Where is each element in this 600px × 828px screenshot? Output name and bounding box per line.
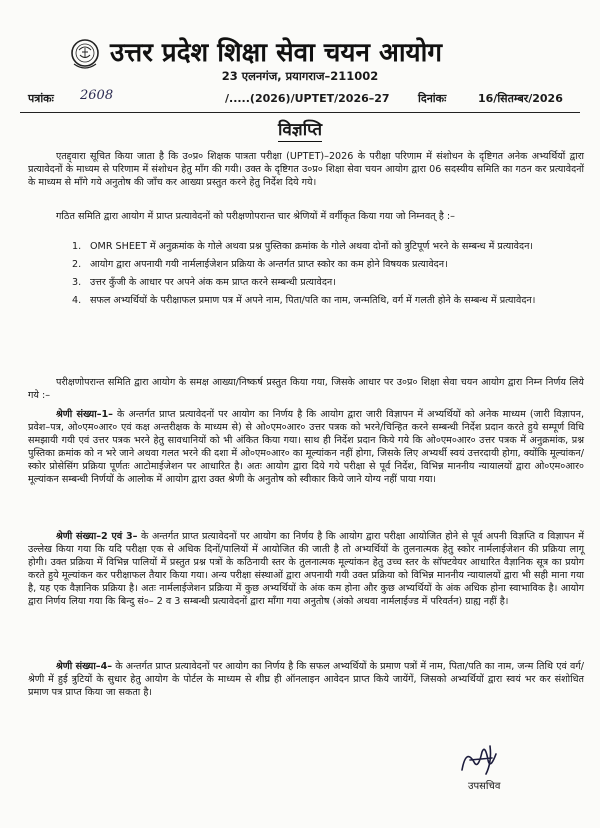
date-value: 16/सितम्बर/2026 bbox=[478, 92, 563, 105]
header-divider bbox=[20, 112, 580, 113]
signatory-designation: उपसचिव bbox=[468, 781, 501, 792]
handwritten-signature-icon bbox=[452, 740, 512, 780]
reference-line bbox=[20, 88, 580, 110]
committee-paragraph: गठित समिति द्वारा आयोग में प्राप्त प्रत्यावेदनों को परीक्षणोपरान्त चार श्रेणियों में वर्गीकृत किया गया जो निम्नवत् है :– bbox=[56, 211, 455, 222]
decision-intro-paragraph: परीक्षणोपरान्त समिति द्वारा आयोग के समक्ष आख्या/निष्कर्ष प्रस्तुत किया गया, जिसके आधार पर उ०प्र० शिक्षा सेवा चयन आयोग द्वारा निम्न निर्णय लिये गये :– bbox=[28, 377, 584, 401]
reference-code: /.....(2026)/UPTET/2026–27 bbox=[225, 92, 390, 105]
list-item: 3. उत्तर कुँजी के आधार पर अपने अंक कम प्राप्त करने सम्बन्धी प्रत्यावेदन। bbox=[72, 277, 336, 288]
date-label: दिनांकः bbox=[418, 92, 447, 105]
list-item: 2. आयोग द्वारा अपनायी गयी नार्मलाईजेशन प्रक्रिया के अन्तर्गत प्राप्त स्कोर का कम होने विषयक प्रत्यावेदन। bbox=[72, 259, 448, 270]
intro-paragraph: एतद्द्वारा सूचित किया जाता है कि उ०प्र० शिक्षक पात्रता परीक्षा (UPTET)–2026 के परीक्षा परिणाम में संशोधन के दृष्टिगत अनेक अभ्यर्थियों द्वारा प्रत्यावेदनों के माध्यम से परिणाम में संशोधन हेतु माँग की गयी। उक्त के दृष्टिगत उ०प्र० शिक्षा सेवा चयन आयोग द्वारा 06 सदस्यीय समिति का गठन कर प्रत्यावेदनों के माध्यम से माँगे गये अनुतोष की जाँच कर आख्या प्रस्तुत करने हेतु निर्देश दिये गये। bbox=[28, 151, 584, 188]
category-2-3-paragraph: श्रेणी संख्या–2 एवं 3– के अन्तर्गत प्राप्त प्रत्यावेदनों पर आयोग का निर्णय है कि आयोग द्वारा परीक्षा आयोजित होने से पूर्व अपनी विज्ञप्ति व विज्ञापन में उल्लेख किया गया कि यदि परीक्षा एक से अधिक दिनों/पालियों में आयोजित की जाती है तो अभ्यर्थियों के तुलनात्मक हेतु स्कोर नार्मलाईजेशन की प्रक्रिया लागू होगी। उक्त प्रक्रिया में विभिन्न पालियों में प्रस्तुत प्रश्न पत्रों के कठिनायी स्तर के तुलनात्मक मूल्यांकन हेतु उच्च स्तर के सॉफ्टवेयर आधारित वैज्ञानिक सूत्र का प्रयोग करते हुये मूल्यांकन कर परीक्षाफल तैयार किया गया। अन्य परीक्षा संस्थाओं द्वारा अपनायी गयी उक्त प्रक्रिया को विभिन्न माननीय न्यायालयों द्वारा भी सही माना गया है, यह एक वैज्ञानिक प्रक्रिया है। अतः नार्मलाईजेशन प्रक्रिया में कुछ अभ्यर्थियों के अंक कम होना और कुछ अभ्यर्थियों के अंक अधिक होना स्वाभाविक है। आयोग द्वारा निर्णय लिया गया कि बिन्दु सं०– 2 व 3 सम्बन्धी प्रत्यावेदनों द्वारा माँगा गया अनुतोष (अंको अथवा नार्मलाईज्ड में परिवर्तन) ग्राह्य नहीं है। bbox=[28, 531, 584, 607]
reference-label: पत्रांकः bbox=[28, 92, 54, 105]
category-4-heading: श्रेणी संख्या–4– bbox=[56, 661, 113, 672]
category-4-paragraph: श्रेणी संख्या–4– के अन्तर्गत प्राप्त प्रत्यावेदनों पर आयोग का निर्णय है कि सफल अभ्यर्थियों के प्रमाण पत्रों में नाम, पिता/पति का नाम, जन्म तिथि एवं वर्ग/श्रेणी में हुई त्रुटियों के सुधार हेतु आयोग के पोर्टल के माध्यम से शीघ्र ही ऑनलाइन आवेदन प्राप्त किये जायेंगें, जिसको अभ्यर्थियों द्वारा स्वयं भर कर संशोधित प्रमाण पत्र प्राप्त किया जा सकता है। bbox=[28, 661, 584, 698]
notice-title: विज्ञप्ति bbox=[277, 120, 323, 140]
category-list bbox=[72, 240, 584, 312]
organization-address: 23 एलनगंज, प्रयागराज–211002 bbox=[221, 69, 379, 83]
organization-name: उत्तर प्रदेश शिक्षा सेवा चयन आयोग bbox=[110, 38, 442, 68]
category-1-paragraph: श्रेणी संख्या–1– के अन्तर्गत प्राप्त प्रत्यावेदनों पर आयोग का निर्णय है कि आयोग द्वारा जारी विज्ञापन में अभ्यर्थियों को अनेक माध्यम (जारी विज्ञापन, प्रवेश–पत्र, ओ०एम०आर० एवं कक्ष अन्तरीक्षक के माध्यम से) से ओ०एम०आर० उत्तर पत्रक को भरने/चिन्हित करने सम्बन्धी निर्देश प्रदान करते हुये सम्पूर्ण विधि समझायी गयी एवं उत्तर पत्रक भरने हेतु सावधानियों को भी अंकित किया गया। साथ ही निर्देश प्रदान किये गये कि ओ०एम०आर० उत्तर पत्रक में अनुक्रमांक, प्रश्न पुस्तिका क्रमांक को न भरे जाने अथवा गलत भरने की दशा में ओ०एम०आर० का मूल्यांकन नहीं होगा, जिसके लिए अभ्यर्थी स्वयं उत्तरदायी होगा, क्योंकि मूल्यांकन/स्कोर प्रोसेसिंग प्रक्रिया पूर्णतः आटोमाईजेशन पर आधारित है। अतः आयोग द्वारा दिये गये परीक्षा से पूर्व निर्देश, विभिन्न माननीय न्यायालयों द्वारा ओ०एम०आर० मूल्यांकन सम्बन्धी निर्णयों के आलोक में आयोग द्वारा उक्त श्रेणी के अनुतोष को स्वीकार किये जाने योग्य नहीं पाया गया। bbox=[28, 409, 584, 485]
reference-number: 2608 bbox=[80, 88, 114, 103]
list-item: 1. OMR SHEET में अनुक्रमांक के गोले अथवा प्रश्न पुस्तिका क्रमांक के गोले अथवा दोनों को त्रुटिपूर्ण भरने के सम्बन्ध में प्रत्यावेदन। bbox=[72, 241, 534, 252]
state-emblem-icon bbox=[70, 38, 100, 72]
list-item: 4. सफल अभ्यर्थियों के परीक्षाफल प्रमाण पत्र में अपने नाम, पिता/पति का नाम, जन्मतिथि, वर्ग में गलती होने के सम्बन्ध में प्रत्यावेदन। bbox=[72, 295, 536, 306]
category-2-3-heading: श्रेणी संख्या–2 एवं 3– bbox=[56, 531, 138, 542]
category-1-heading: श्रेणी संख्या–1– bbox=[56, 409, 113, 420]
